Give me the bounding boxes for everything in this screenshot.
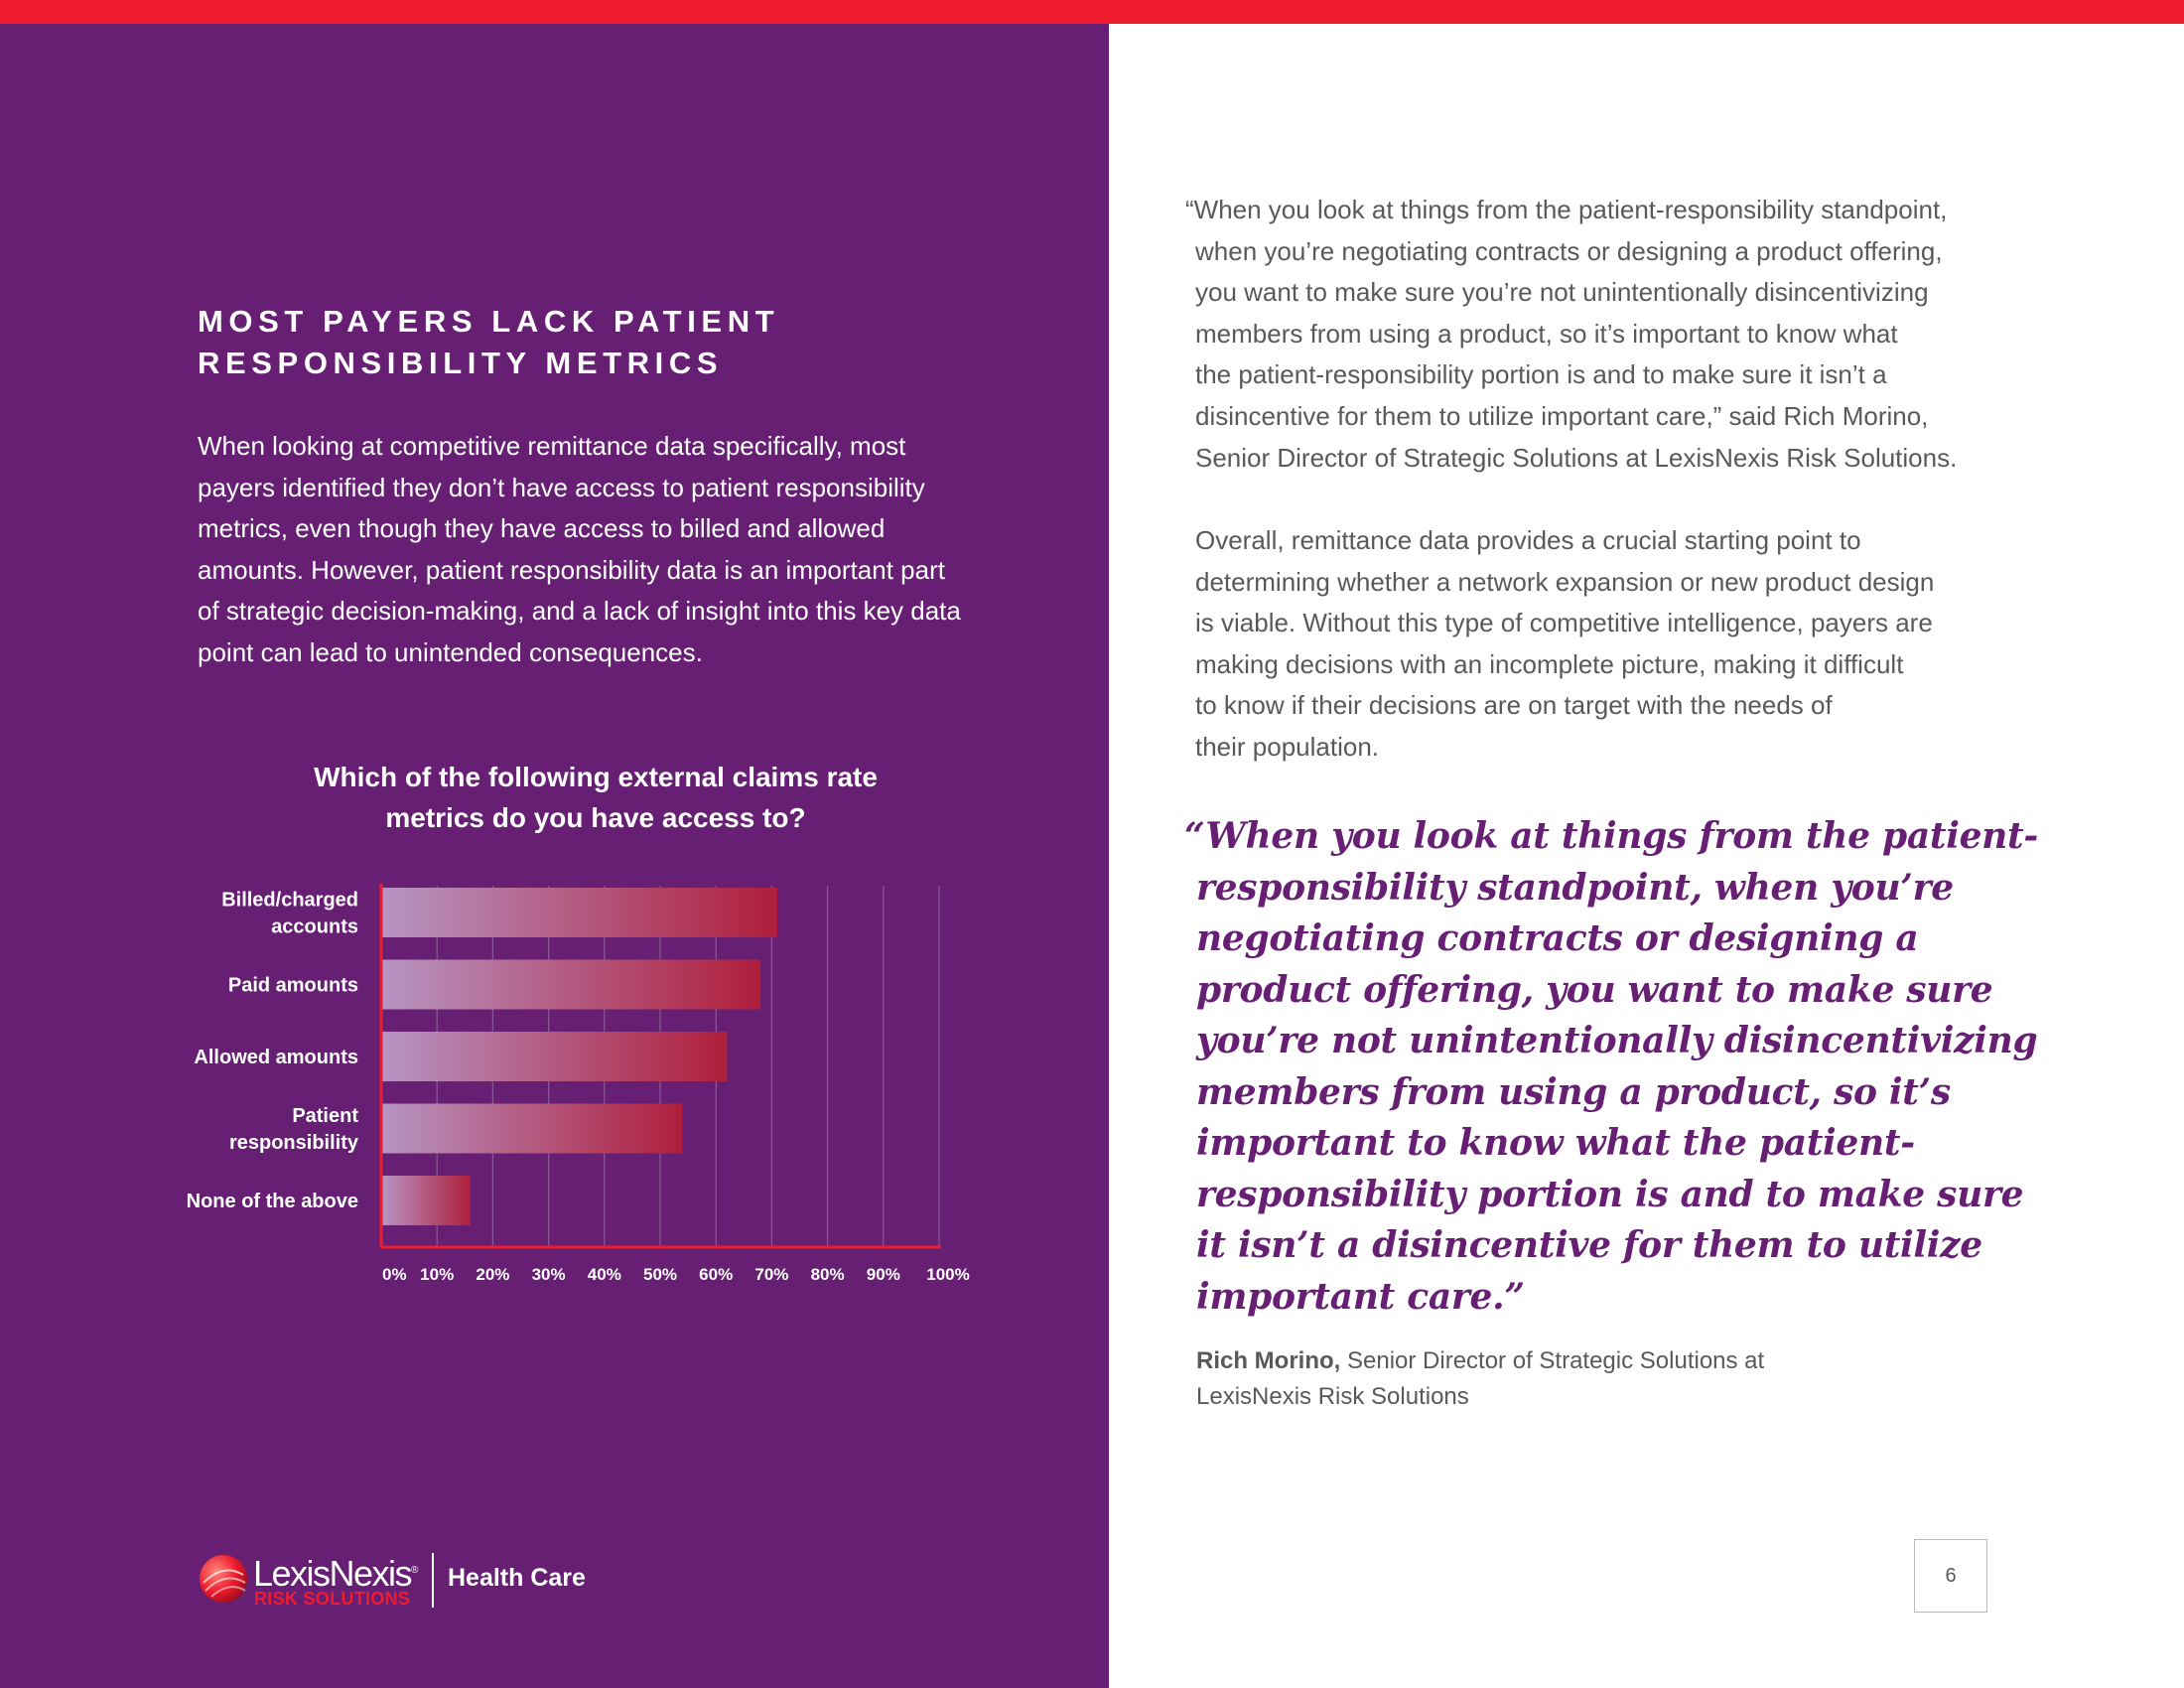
category-label: accounts [271,915,358,938]
quote-line: members from using a product, so it’s important to know what [1195,318,1898,349]
body-line: to know if their decisions are on target with the needs of [1195,690,1833,721]
bar-chart [0,0,1109,1340]
pull-quote-line: members from using a product, so it’s [1196,1070,1951,1113]
category-label: Patient [292,1105,358,1127]
heading-line: MOST PAYERS LACK PATIENT [198,304,780,339]
logo-wordmark [253,1551,417,1594]
pull-quote-line: “When you look at things from the patient- [1184,815,2039,857]
pull-quote-line: it isn’t a disincentive for them to utilize [1196,1224,1982,1266]
heading-line: RESPONSIBILITY METRICS [198,346,724,380]
logo-sphere-icon [198,1553,249,1605]
intro-line: metrics, even though they have access to billed and allowed [198,513,886,544]
logo-division: Health Care [448,1564,586,1592]
x-tick-label: 90% [866,1265,900,1284]
intro-line: payers identified they don’t have access to patient responsibility [198,472,925,502]
bar [381,1104,682,1154]
body-paragraph [1195,520,2049,769]
attribution-title: Senior Director of Strategic Solutions at [1340,1347,1765,1374]
x-tick-label: 30% [531,1265,566,1284]
x-tick-label: 0% [382,1265,407,1284]
x-tick-label: 40% [587,1265,621,1284]
chart-title-line: Which of the following external claims rate [314,762,878,792]
logo-brand: LexisNexis [253,1553,412,1594]
lexisnexis-logo [198,1551,614,1611]
attribution-company: LexisNexis Risk Solutions [1196,1383,1469,1410]
pull-quote-line: you’re not unintentionally disincentivizing [1196,1020,2038,1061]
logo-subtitle: RISK SOLUTIONS [254,1589,411,1609]
quote-paragraph [1185,190,2039,479]
pull-quote-line: product offering, you want to make sure [1196,968,1993,1011]
body-line: determining whether a network expansion or new product design [1195,566,1935,597]
category-label: Billed/charged [221,889,358,912]
x-tick-label: 60% [699,1265,734,1284]
body-line: making decisions with an incomplete picture, making it difficult [1195,648,1904,679]
attribution [1196,1343,1891,1415]
bar [381,1176,471,1225]
pull-quote-line: responsibility standpoint, when you’re [1196,866,1954,909]
logo-registered: ® [411,1565,417,1576]
body-line: is viable. Without this type of competitive intelligence, payers are [1195,608,1933,638]
category-label: Paid amounts [227,974,358,997]
x-tick-label: 80% [810,1265,845,1284]
quote-line: “When you look at things from the patient-responsibility standpoint, [1185,195,1948,224]
category-label: responsibility [228,1132,358,1154]
bar [381,888,777,937]
category-label: Allowed amounts [194,1047,358,1068]
pull-quote-line: important care.” [1196,1275,1525,1318]
logo-divider [432,1553,434,1608]
pull-quote [1184,811,2078,1323]
quote-line: Senior Director of Strategic Solutions at LexisNexis Risk Solutions. [1195,442,1958,473]
quote-line: the patient-responsibility portion is and to make sure it isn’t a [1195,359,1887,390]
intro-line: of strategic decision-making, and a lack of insight into this key data [198,596,961,627]
category-label: None of the above [186,1191,358,1212]
pull-quote-line: important to know what the patient- [1196,1122,1915,1164]
quote-line: you want to make sure you’re not unintentionally disincentivizing [1195,277,1929,308]
chart-title-line: metrics do you have access to? [385,802,806,833]
x-tick-label: 70% [754,1265,789,1284]
page-number: 6 [1914,1539,1987,1613]
pull-quote-line: negotiating contracts or designing a [1196,917,1919,959]
bar [381,1032,727,1081]
x-tick-label: 100% [926,1265,970,1284]
bar [381,960,760,1010]
body-line: Overall, remittance data provides a crucial starting point to [1195,525,1861,555]
intro-line: point can lead to unintended consequences. [198,636,703,667]
x-tick-label: 50% [642,1265,678,1284]
body-line: their population. [1195,731,1380,762]
x-tick-label: 20% [476,1265,510,1284]
attribution-name: Rich Morino, [1196,1347,1341,1374]
pull-quote-line: responsibility portion is and to make sure [1196,1173,2024,1215]
quote-line: when you’re negotiating contracts or designing a product offering, [1195,235,1943,266]
quote-line: disincentive for them to utilize important care,” said Rich Morino, [1195,400,1929,431]
x-tick-label: 10% [420,1265,455,1284]
attribution-line [1196,1343,1891,1379]
intro-line: amounts. However, patient responsibility data is an important part [198,554,945,585]
intro-line: When looking at competitive remittance data specifically, most [198,431,906,461]
